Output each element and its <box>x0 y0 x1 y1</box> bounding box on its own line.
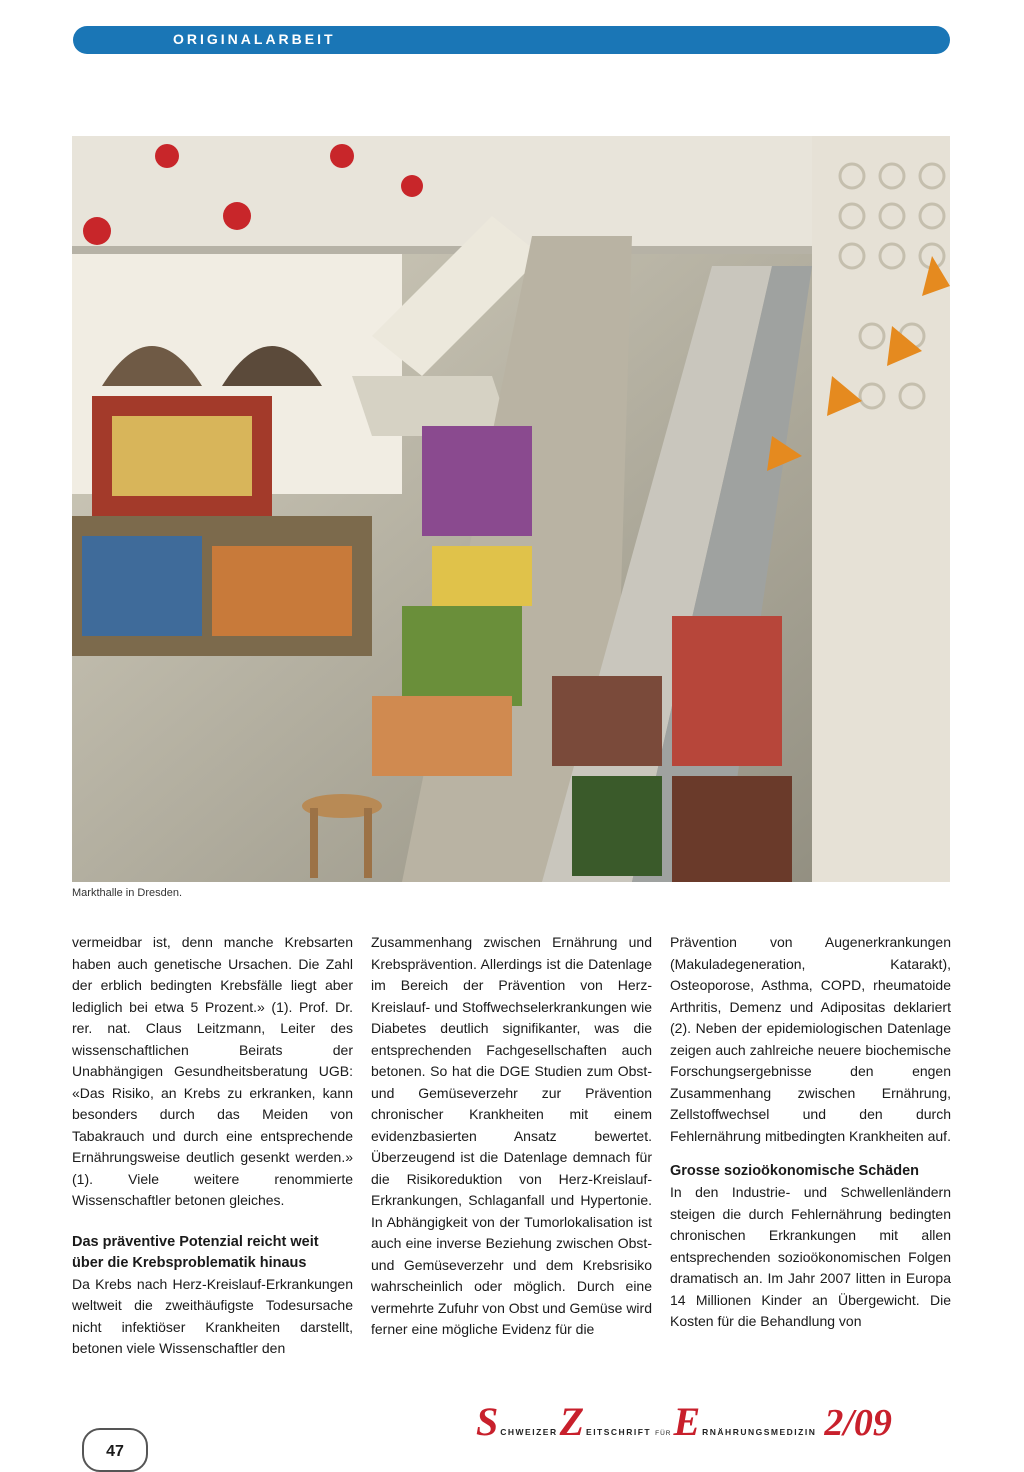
figure-caption: Markthalle in Dresden. <box>72 887 183 899</box>
journal-word-fuer: FÜR <box>655 1430 672 1437</box>
paragraph: In den Industrie- und Schwellenländern steigen die durch Fehlernährung bedingten chronischen Erkrankungen mit allen entsprechenden sozioökonomischen Folgen dramatisch an. Im Jahr 2007 litten in Europa 14 Millionen Kinder an Übergewicht. Die Kosten für die Behandlung von <box>670 1184 951 1329</box>
paragraph: Da Krebs nach Herz-Kreislauf-Erkrankungen weltweit die zweithäufigste Todesursache nicht infektiöser Krankheiten darstellt, betonen viele Wissenschaftler den <box>72 1275 353 1356</box>
journal-word-1: CHWEIZER <box>500 1427 558 1437</box>
issue-number: 2/09 <box>824 1402 892 1444</box>
market-hall-photo <box>72 136 950 882</box>
section-header-bar <box>73 26 950 54</box>
market-hall-illustration <box>72 136 950 882</box>
page-number: 47 <box>106 1443 124 1460</box>
text-column-2 <box>371 932 652 1341</box>
section-heading: Grosse sozioökonomische Schäden <box>670 1163 919 1179</box>
text-column-1 <box>72 932 353 1360</box>
text-column-3 <box>670 932 951 1333</box>
section-heading: Das präventive Potenzial reicht weit über die Krebsproblematik hinaus <box>72 1233 319 1271</box>
journal-letter-e: E <box>673 1399 701 1444</box>
journal-letter-s: S <box>476 1399 499 1444</box>
journal-title <box>476 1398 892 1446</box>
section-label: ORIGINALARBEIT <box>173 31 336 47</box>
journal-word-2: EITSCHRIFT <box>586 1427 652 1437</box>
paragraph: vermeidbar ist, denn manche Krebsarten haben auch genetische Ursachen. Die Zahl der erblich bedingten Krebsfälle liegt aber lediglich bei etwa 5 Prozent.» (1). Prof. Dr. rer. nat. Claus Leitzmann, Leiter des wissenschaftlichen Beirats der Unabhängigen Gesundheitsberatung UGB: «Das Risiko, an Krebs zu erkranken, kann besonders durch das Meiden von Tabakrauch und durch eine entsprechende Ernährungsweise deutlich gesenkt werden.» (1). Viele weitere renommierte Wissenschaftler betonen gleiches. <box>72 934 353 1208</box>
paragraph: Prävention von Augenerkrankungen (Makuladegeneration, Katarakt), Osteoporose, Asthma, COPD, rheumatoide Arthritis, Demenz und Adipositas deklariert (2). Neben der epidemiologischen Datenlage zeigen auch zahlreiche neuere biochemische Forschungsergebnisse den engen Zusammenhang zwischen Ernährung, Zellstoffwechsel und den durch Fehlernährung mitbedingten Krankheiten auf. <box>670 934 951 1144</box>
journal-letter-z: Z <box>559 1399 585 1444</box>
page-number-box <box>82 1428 148 1472</box>
paragraph: Zusammenhang zwischen Ernährung und Krebsprävention. Allerdings ist die Datenlage im Bereich der Prävention von Herz-Kreislauf- und Stoffwechselerkrankungen wie Diabetes deutlich signifikanter, was die entsprechenden Fachgesellschaften auch betonen. So hat die DGE Studien zum Obst- und Gemüseverzehr zur Prävention chronischer Krankheiten mit einem evidenzbasierten Ansatz bewertet. Überzeugend ist die Datenlage demnach für die Risikoreduktion von Herz-Kreislauf-Erkrankungen, Schlaganfall und Hypertonie. In Abhängigkeit von der Tumorlokalisation ist auch eine inverse Beziehung zwischen Obst- und Gemüseverzehr und dem Krebsrisiko wahrscheinlich oder möglich. Durch eine vermehrte Zufuhr von Obst und Gemüse wird ferner eine mögliche Evidenz für die <box>371 934 652 1337</box>
journal-word-3: RNÄHRUNGSMEDIZIN <box>702 1427 817 1437</box>
